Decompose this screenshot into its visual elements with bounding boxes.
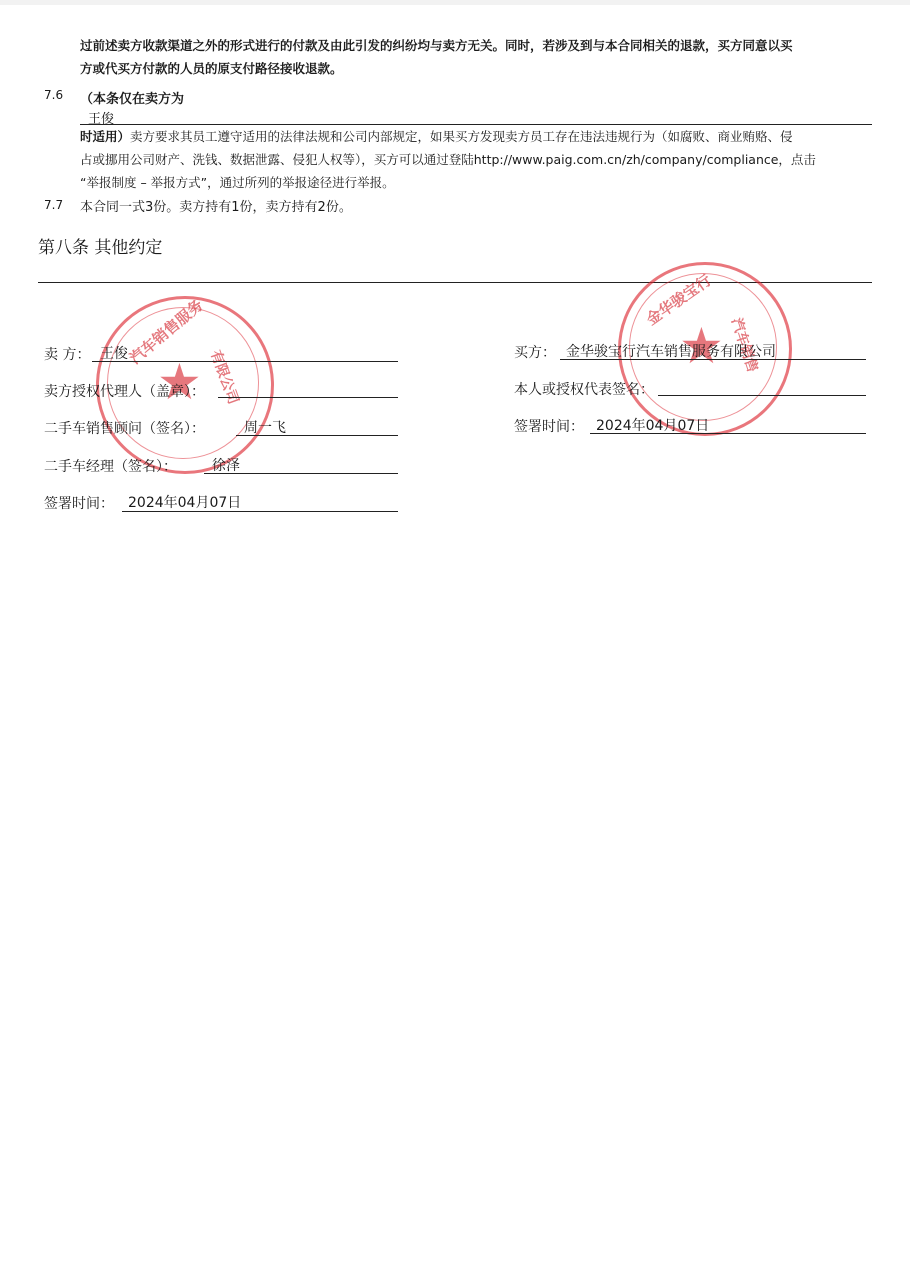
clause-text: [80, 34, 880, 80]
clause-7-6-line-2: 占或挪用公司财产、洗钱、数据泄露、侵犯人权等），买方可以通过登陆http://www.paig.com.cn/zh/company/compliance，点击: [80, 152, 816, 167]
clause-7-6-seller-name: 王俊: [88, 112, 115, 127]
buyer-date-value: 2024年04月07日: [596, 418, 710, 434]
seller-name-value: 王俊: [100, 346, 128, 362]
clause-7-6-body: [80, 125, 890, 194]
clause-line-1: 过前述卖方收款渠道之外的形式进行的付款及由此引发的纠纷均与卖方无关。同时，若涉及到与本合同相关的退款，买方同意以买: [80, 38, 793, 53]
clause-7-6-applicability: 时适用）: [80, 129, 131, 144]
seller-seal-star-icon: ★: [157, 353, 202, 411]
article-8-title: 第八条 其他约定: [38, 238, 163, 258]
manager-label: 二手车经理（签名）：: [44, 459, 177, 475]
buyer-date-line: [590, 433, 866, 434]
clause-7-7-text: 本合同一式3份。卖方持有1份，卖方持有2份。: [80, 200, 352, 215]
scan-top-edge: [0, 0, 910, 5]
seller-name-line: [92, 361, 398, 362]
seller-date-line: [122, 511, 398, 512]
seller-label: 卖 方：: [44, 347, 91, 363]
sales-advisor-signature: 周一飞: [244, 420, 286, 436]
seller-seal-lettering-2: 有限公司: [206, 348, 242, 407]
buyer-seal-lettering-2: 汽车销售: [727, 316, 761, 375]
clause-7-6-heading: （本条仅在卖方为: [80, 92, 185, 107]
clause-7-6-number: 7.6: [44, 88, 64, 102]
sales-advisor-label: 二手车销售顾问（签名）：: [44, 421, 205, 437]
buyer-seal-star-icon: ★: [679, 317, 724, 375]
buyer-seal-lettering: 金华骏宝行: [642, 271, 715, 329]
clause-7-6-line-3: “举报制度 – 举报方式”，通过所列的举报途径进行举报。: [80, 175, 395, 190]
clause-7-6-line-1-text: 卖方要求其员工遵守适用的法律法规和公司内部规定，如果买方发现卖方员工存在违法违规行为（如腐败、商业贿赂、侵: [130, 129, 793, 144]
buyer-date-label: 签署时间：: [514, 419, 584, 435]
seller-agent-line: [218, 397, 398, 398]
buyer-rep-line: [658, 395, 866, 396]
manager-line: [204, 473, 398, 474]
manager-signature: 徐泽: [212, 458, 240, 474]
buyer-name-value: 金华骏宝行汽车销售服务有限公司: [566, 344, 776, 360]
seller-agent-label: 卖方授权代理人（盖章）：: [44, 384, 205, 400]
clause-7-6-line-1: [80, 125, 890, 148]
buyer-rep-label: 本人或授权代表签名：: [514, 382, 654, 398]
clause-7-7-number: 7.7: [44, 198, 64, 212]
seller-seal-lettering: 汽车销售服务: [126, 296, 207, 368]
seller-date-value: 2024年04月07日: [128, 495, 242, 511]
buyer-label: 买方：: [514, 345, 556, 361]
seller-date-label: 签署时间：: [44, 496, 114, 512]
buyer-name-line: [560, 359, 866, 360]
sales-advisor-line: [236, 435, 398, 436]
clause-line-2: 方或代买方付款的人员的原支付路径接收退款。: [80, 61, 343, 76]
